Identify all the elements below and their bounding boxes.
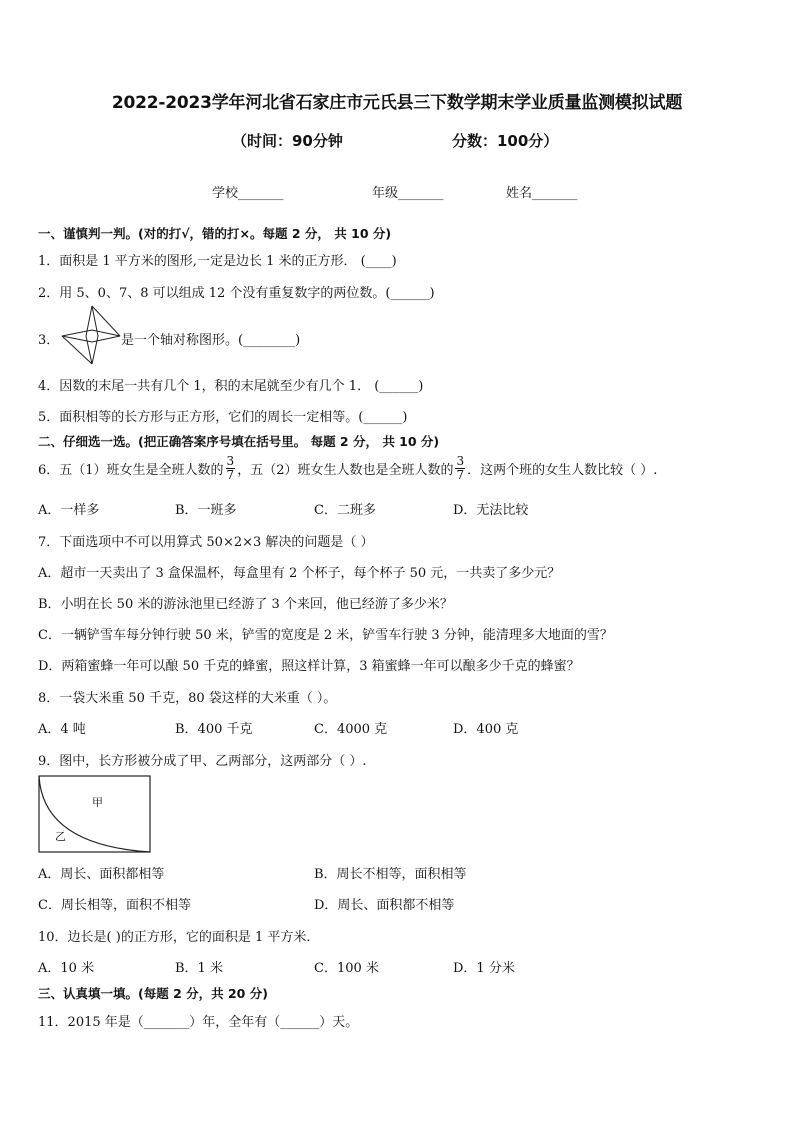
score-label: 分数：100分） (452, 132, 559, 150)
question-6-part-a: 6．五（1）班女生是全班人数的 (38, 463, 224, 478)
question-6-part-c: ．这两个班的女生人数比较（ ）. (467, 463, 658, 478)
section-1-heading: 一、谨慎判一判。(对的打√，错的打×。每题 2 分， 共 10 分) (38, 226, 392, 241)
question-7: 7．下面选项中不可以用算式 50×2×3 解决的问题是（ ） (38, 535, 374, 550)
q7-option-a: A．超市一天卖出了 3 盒保温杯，每盒里有 2 个杯子，每个杯子 50 元，一共卖了多少元？ (38, 566, 561, 581)
section-3-heading: 三、认真填一填。(每题 2 分，共 20 分) (38, 986, 268, 1001)
pinwheel-figure (58, 302, 124, 368)
question-8: 8．一袋大米重 50 千克，80 袋这样的大米重（ ）。 (38, 691, 337, 706)
q7-option-d: D．两箱蜜蜂一年可以酿 50 千克的蜂蜜，照这样计算，3 箱蜜蜂一年可以酿多少千克的蜂蜜？ (38, 659, 580, 674)
q10-option-d: D．1 分米 (453, 961, 515, 976)
question-10: 10．边长是( )的正方形，它的面积是 1 平方米． (38, 930, 320, 945)
q6-option-c: C．二班多 (314, 503, 376, 518)
question-2: 2．用 5、0、7、8 可以组成 12 个没有重复数字的两位数。(______) (38, 286, 435, 301)
q10-option-b: B．1 米 (175, 961, 223, 976)
q9-option-c: C．周长相等，面积不相等 (38, 898, 191, 913)
q8-option-c: C．4000 克 (314, 722, 388, 737)
question-3-text: 是一个轴对称图形。(________) (121, 333, 301, 348)
q9-option-a: A．周长、面积都相等 (38, 867, 165, 882)
fraction-numerator: 3 (226, 454, 235, 468)
q10-option-a: A．10 米 (38, 961, 95, 976)
q9-option-b: B．周长不相等，面积相等 (314, 867, 467, 882)
q6-option-d: D．无法比较 (453, 503, 529, 518)
time-label: （时间：90分钟 (232, 132, 343, 150)
question-6 (38, 455, 657, 482)
question-6-part-b: ，五（2）班女生人数也是全班人数的 (237, 463, 454, 478)
fraction-numerator: 3 (456, 454, 465, 468)
question-11: 11．2015 年是（_______）年，全年有（______）天。 (38, 1015, 359, 1030)
question-4: 4．因数的末尾一共有几个 1，积的末尾就至少有几个 1． (______) (38, 379, 424, 394)
question-3-number: 3． (38, 333, 60, 348)
question-5: 5．面积相等的长方形与正方形，它们的周长一定相等。(______) (38, 410, 408, 425)
q9-option-d: D．周长、面积都不相等 (314, 898, 455, 913)
page-title: 2022-2023学年河北省石家庄市元氏县三下数学期末学业质量监测模拟试题 (111, 93, 683, 113)
fraction-three-sevenths (455, 455, 465, 482)
section-2-heading: 二、仔细选一选。(把正确答案序号填在括号里。 每题 2 分， 共 10 分) (38, 434, 440, 449)
fraction-denominator: 7 (456, 468, 465, 482)
q7-option-c: C．一辆铲雪车每分钟行驶 50 米，铲雪的宽度是 2 米，铲雪车行驶 3 分钟，能清理多大地面的雪？ (38, 628, 613, 643)
q7-option-b: B．小明在长 50 米的游泳池里已经游了 3 个来回，他已经游了多少米？ (38, 597, 453, 612)
question-9: 9．图中，长方形被分成了甲、乙两部分，这两部分（ ）. (38, 754, 367, 769)
school-field: 学校_______ (212, 186, 284, 201)
q6-option-a: A．一样多 (38, 503, 100, 518)
q8-option-d: D．400 克 (453, 722, 519, 737)
grade-field: 年级_______ (372, 186, 444, 201)
name-field: 姓名_______ (506, 186, 578, 201)
region-jia-label: 甲 (92, 796, 103, 809)
question-1: 1．面积是 1 平方米的图形,一定是边长 1 米的正方形． (____) (38, 254, 397, 269)
region-yi-label: 乙 (55, 830, 66, 843)
fraction-denominator: 7 (226, 468, 235, 482)
q8-option-b: B．400 千克 (175, 722, 253, 737)
q8-option-a: A．4 吨 (38, 722, 86, 737)
fraction-three-sevenths (226, 455, 236, 482)
q10-option-c: C．100 米 (314, 961, 379, 976)
q6-option-b: B．一班多 (175, 503, 237, 518)
